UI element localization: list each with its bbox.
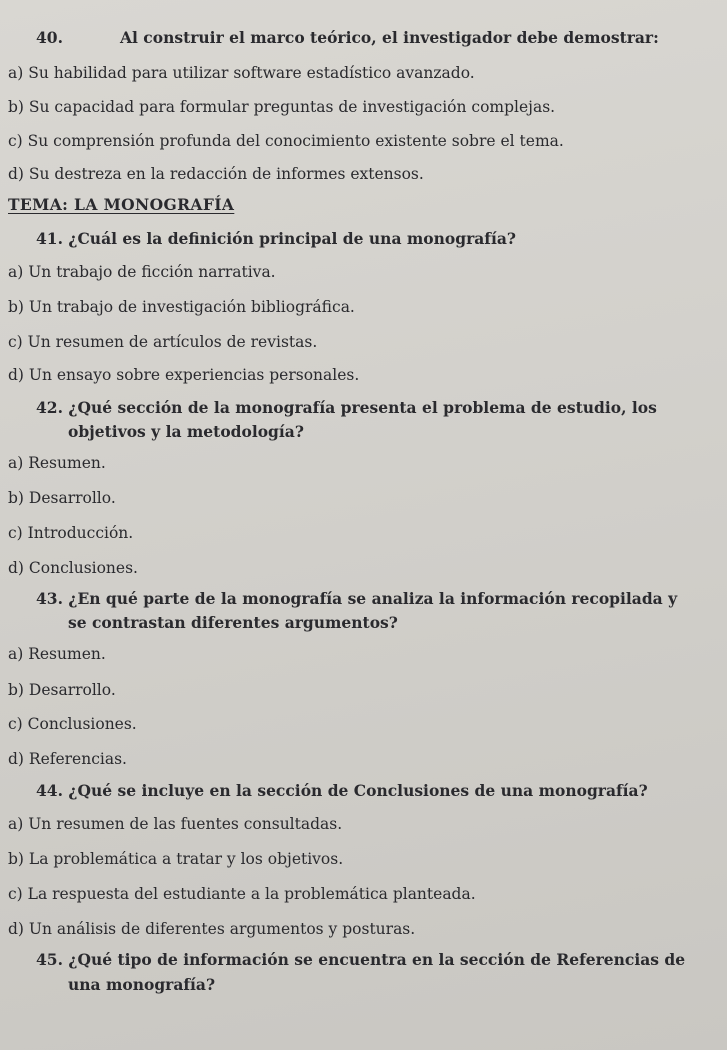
question-43 [36,589,677,609]
question-42-text-line1: ¿Qué sección de la monografía presenta el problema de estudio, los [68,398,657,417]
question-41-option-a: a) Un trabajo de ficción narrativa. [8,263,276,281]
question-42 [36,398,657,418]
question-45 [36,950,685,970]
question-40 [36,28,659,48]
question-40-number: 40. [36,28,63,47]
question-43-option-c: c) Conclusiones. [8,715,137,733]
question-44-option-c: c) La respuesta del estudiante a la problemática planteada. [8,885,476,903]
question-44-text: ¿Qué se incluye en la sección de Conclusiones de una monografía? [68,781,648,800]
question-41-text: ¿Cuál es la definición principal de una monografía? [68,229,516,248]
question-43-option-a: a) Resumen. [8,645,106,663]
section-title: TEMA: LA MONOGRAFÍA [8,195,235,214]
question-44-option-a: a) Un resumen de las fuentes consultadas. [8,815,343,833]
question-45-text-line1: ¿Qué tipo de información se encuentra en la sección de Referencias de [68,950,686,969]
question-44-option-d: d) Un análisis de diferentes argumentos y posturas. [8,920,416,938]
question-41 [36,229,516,249]
question-42-option-d: d) Conclusiones. [8,559,138,577]
question-44-option-b: b) La problemática a tratar y los objetivos. [8,850,344,868]
question-44 [36,781,648,801]
question-41-option-d: d) Un ensayo sobre experiencias personales. [8,366,360,384]
question-43-number: 43. [36,589,63,608]
question-42-option-c: c) Introducción. [8,524,134,542]
question-41-option-b: b) Un trabajo de investigación bibliográfica. [8,298,355,316]
question-43-text-line1: ¿En qué parte de la monografía se analiza la información recopilada y [68,589,678,608]
question-40-text: Al construir el marco teórico, el investigador debe demostrar: [120,28,659,47]
question-40-option-b: b) Su capacidad para formular preguntas de investigación complejas. [8,98,556,116]
question-42-option-b: b) Desarrollo. [8,489,116,507]
question-43-option-b: b) Desarrollo. [8,681,116,699]
question-42-number: 42. [36,398,63,417]
question-43-option-d: d) Referencias. [8,750,127,768]
question-43-text-line2: se contrastan diferentes argumentos? [68,613,398,632]
question-40-option-a: a) Su habilidad para utilizar software estadístico avanzado. [8,64,475,82]
question-45-text-line2: una monografía? [68,975,216,994]
question-40-option-d: d) Su destreza en la redacción de informes extensos. [8,165,424,183]
question-42-option-a: a) Resumen. [8,454,106,472]
question-44-number: 44. [36,781,63,800]
question-41-option-c: c) Un resumen de artículos de revistas. [8,333,318,351]
question-41-number: 41. [36,229,63,248]
question-42-text-line2: objetivos y la metodología? [68,422,304,441]
question-40-option-c: c) Su comprensión profunda del conocimiento existente sobre el tema. [8,132,564,150]
question-45-number: 45. [36,950,63,969]
